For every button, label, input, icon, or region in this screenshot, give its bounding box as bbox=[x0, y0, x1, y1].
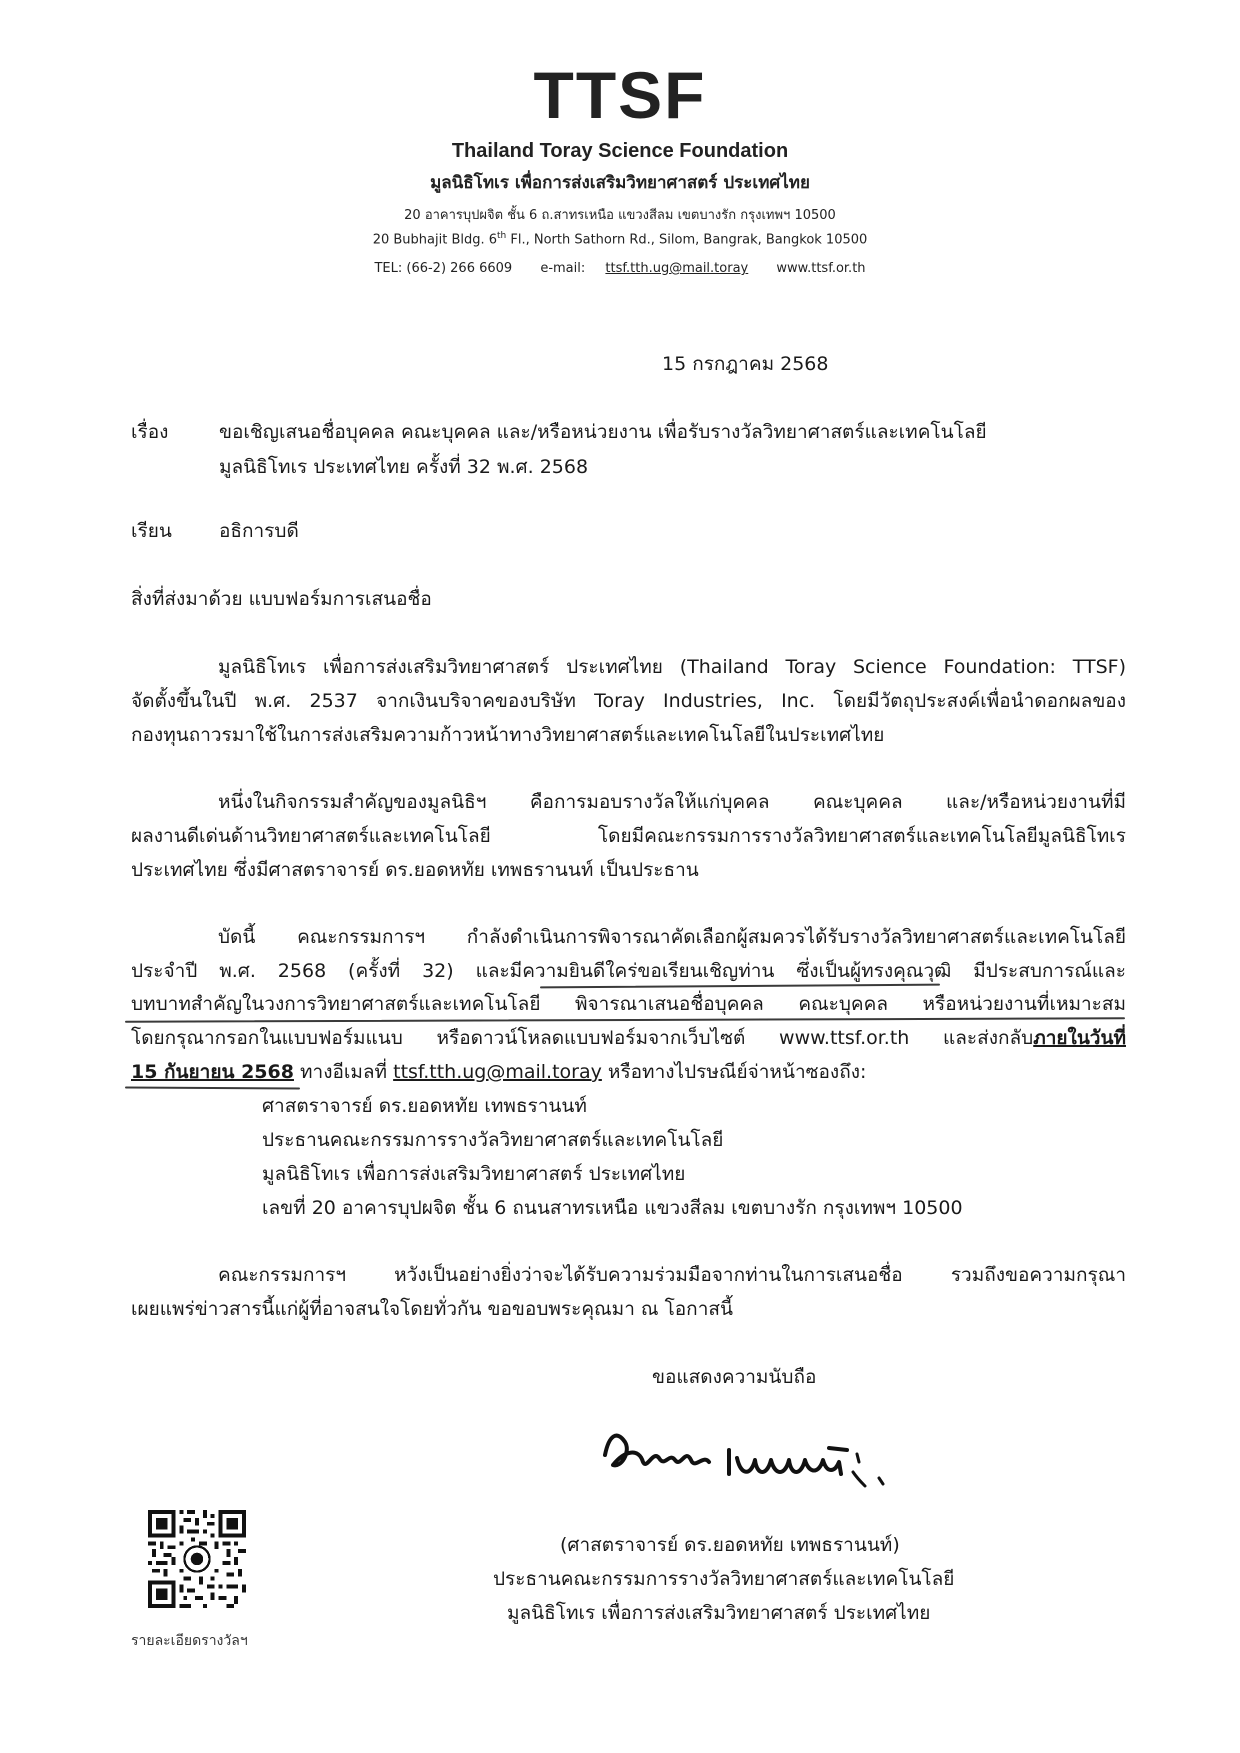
to-label: เรียน bbox=[131, 520, 172, 542]
paragraph-3-line: 15 กันยายน 2568 ทางอีเมลที่ ttsf.tth.ug@mail.toray หรือทางไปรษณีย์จ่าหน้าซองถึง: bbox=[131, 1061, 867, 1083]
to-value: อธิการบดี bbox=[219, 520, 299, 542]
paragraph-3-line: ประจำปี พ.ศ. 2568 (ครั้งที่ 32) และมีความยินดีใคร่ขอเรียนเชิญท่าน ซึ่งเป็นผู้ทรงคุณวุฒิ มีประสบการณ์และ bbox=[131, 960, 1126, 982]
signer-organization: มูลนิธิโทเร เพื่อการส่งเสริมวิทยาศาสตร์ ประเทศไทย bbox=[507, 1602, 931, 1624]
foundation-name-en: Thailand Toray Science Foundation bbox=[451, 140, 789, 162]
signer-title: ประธานคณะกรรมการรางวัลวิทยาศาสตร์และเทคโนโลยี bbox=[493, 1568, 955, 1590]
paragraph-4-line: เผยแพร่ข่าวสารนี้แก่ผู้ที่อาจสนใจโดยทั่วกัน ขอขอบพระคุณมา ณ โอกาสนี้ bbox=[131, 1298, 733, 1320]
pen-underline bbox=[125, 1017, 1125, 1022]
subject-label: เรื่อง bbox=[131, 421, 169, 443]
contact-line bbox=[0, 261, 1240, 276]
deadline-prefix: ภายในวันที่ bbox=[1033, 1027, 1126, 1049]
recipient-line: ศาสตราจารย์ ดร.ยอดหทัย เทพธรานนท์ bbox=[262, 1095, 587, 1117]
subject-line-1: ขอเชิญเสนอชื่อบุคคล คณะบุคคล และ/หรือหน่วยงาน เพื่อรับรางวัลวิทยาศาสตร์และเทคโนโลยี bbox=[219, 421, 987, 443]
paragraph-1-line: กองทุนถาวรมาใช้ในการส่งเสริมความก้าวหน้าทางวิทยาศาสตร์และเทคโนโลยีในประเทศไทย bbox=[131, 724, 885, 746]
letter-date: 15 กรกฎาคม 2568 bbox=[662, 353, 829, 375]
paragraph-2-line: ประเทศไทย ซึ่งมีศาสตราจารย์ ดร.ยอดหทัย เทพธรานนท์ เป็นประธาน bbox=[131, 859, 699, 881]
pen-underline bbox=[125, 1087, 300, 1090]
closing: ขอแสดงความนับถือ bbox=[652, 1366, 817, 1388]
recipient-line: มูลนิธิโทเร เพื่อการส่งเสริมวิทยาศาสตร์ ประเทศไทย bbox=[262, 1163, 686, 1185]
qr-code-icon[interactable] bbox=[148, 1510, 246, 1608]
paragraph-3-line: โดยกรุณากรอกในแบบฟอร์มแนบ หรือดาวน์โหลดแบบฟอร์มจากเว็บไซต์ www.ttsf.or.th และส่งกลับภายในวันที่ bbox=[131, 1027, 1126, 1049]
paragraph-3-line: บทบาทสำคัญในวงการวิทยาศาสตร์และเทคโนโลยี พิจารณาเสนอชื่อบุคคล คณะบุคคล หรือหน่วยงานที่เหมาะสม bbox=[131, 993, 1126, 1015]
paragraph-1-line: จัดตั้งขึ้นในปี พ.ศ. 2537 จากเงินบริจาคของบริษัท Toray Industries, Inc. โดยมีวัตถุประสงค์เพื่อนำดอกผลของ bbox=[131, 690, 1126, 712]
pen-underline bbox=[540, 984, 940, 989]
paragraph-1-line: มูลนิธิโทเร เพื่อการส่งเสริมวิทยาศาสตร์ ประเทศไทย (Thailand Toray Science Foundation: TTSF) bbox=[218, 656, 1126, 678]
paragraph-4-line: คณะกรรมการฯ หวังเป็นอย่างยิ่งว่าจะได้รับความร่วมมือจากท่านในการเสนอชื่อ รวมถึงขอความกรุณา bbox=[218, 1264, 1126, 1286]
enclosure: สิ่งที่ส่งมาด้วย แบบฟอร์มการเสนอชื่อ bbox=[131, 588, 432, 610]
recipient-line: ประธานคณะกรรมการรางวัลวิทยาศาสตร์และเทคโนโลยี bbox=[262, 1129, 724, 1151]
qr-caption: รายละเอียดรางวัลฯ bbox=[131, 1633, 248, 1649]
email-link[interactable]: ttsf.tth.ug@mail.toray bbox=[605, 261, 749, 276]
signer-name: (ศาสตราจารย์ ดร.ยอดหทัย เทพธรานนท์) bbox=[560, 1534, 900, 1556]
subject-line-2: มูลนิธิโทเร ประเทศไทย ครั้งที่ 32 พ.ศ. 2568 bbox=[219, 456, 589, 478]
paragraph-2-line: หนึ่งในกิจกรรมสำคัญของมูลนิธิฯ คือการมอบรางวัลให้แก่บุคคล คณะบุคคล และ/หรือหน่วยงานที่มี bbox=[218, 791, 1126, 813]
recipient-line: เลขที่ 20 อาคารบุปผจิต ชั้น 6 ถนนสาทรเหนือ แขวงสีลม เขตบางรัก กรุงเทพฯ 10500 bbox=[262, 1197, 963, 1219]
handwritten-signature bbox=[595, 1410, 895, 1500]
website-link[interactable]: www.ttsf.or.th bbox=[776, 261, 866, 276]
address-th: 20 อาคารบุปผจิต ชั้น 6 ถ.สาทรเหนือ แขวงสีลม เขตบางรัก กรุงเทพฯ 10500 bbox=[404, 208, 836, 223]
foundation-name-th: มูลนิธิโทเร เพื่อการส่งเสริมวิทยาศาสตร์ ประเทศไทย bbox=[430, 173, 810, 193]
ttsf-logo: TTSF bbox=[533, 58, 707, 132]
phone: TEL: (66-2) 266 6609 bbox=[374, 261, 513, 276]
address-en: 20 Bubhajit Bldg. 6th Fl., North Sathorn Rd., Silom, Bangrak, Bangkok 10500 bbox=[372, 231, 868, 248]
paragraph-3-line: บัดนี้ คณะกรรมการฯ กำลังดำเนินการพิจารณาคัดเลือกผู้สมควรได้รับรางวัลวิทยาศาสตร์และเทคโนโลยี bbox=[218, 926, 1126, 948]
submission-email[interactable]: ttsf.tth.ug@mail.toray bbox=[393, 1061, 602, 1083]
deadline-date: 15 กันยายน 2568 bbox=[131, 1061, 294, 1083]
paragraph-2-line: ผลงานดีเด่นด้านวิทยาศาสตร์และเทคโนโลยี โดยมีคณะกรรมการรางวัลวิทยาศาสตร์และเทคโนโลยีมูลนิธิโทเร bbox=[131, 825, 1126, 847]
email-block: e-mail: ttsf.tth.ug@mail.toray bbox=[540, 261, 749, 276]
